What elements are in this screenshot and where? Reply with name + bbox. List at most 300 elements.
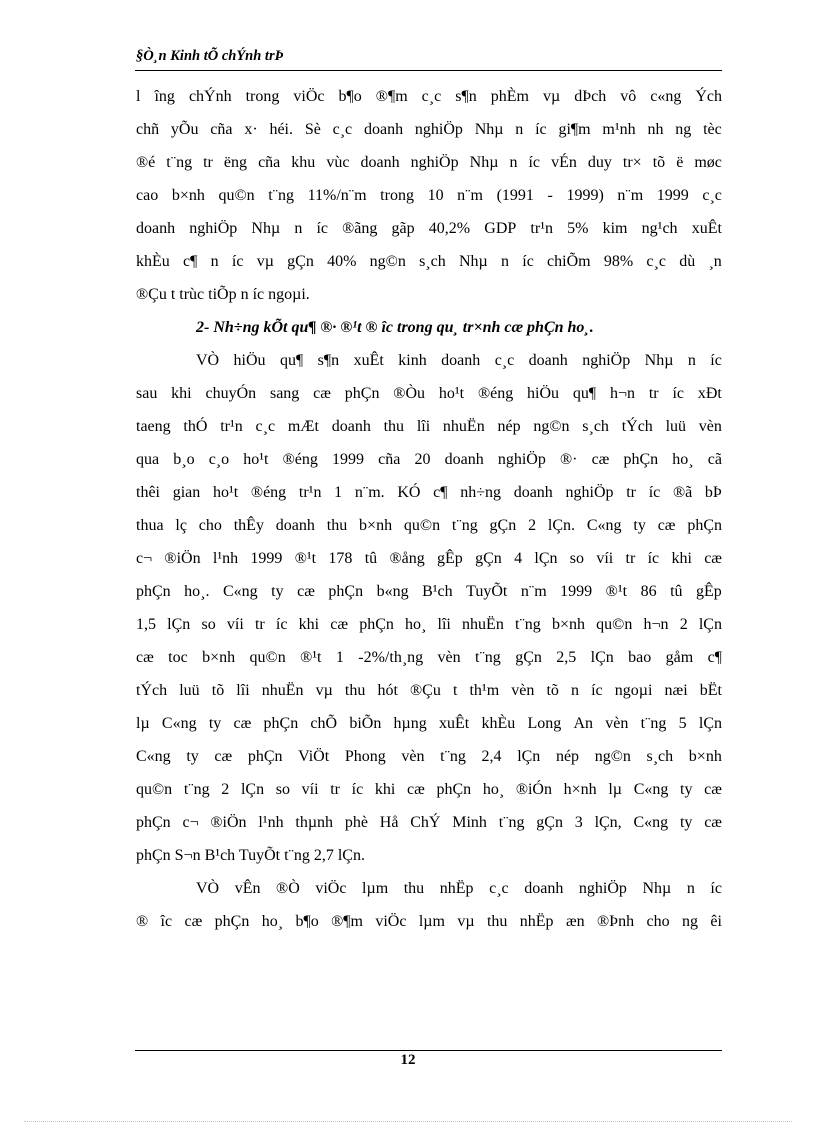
word: doanh <box>136 220 176 237</box>
word: vµ <box>457 913 475 930</box>
word: t¨ng <box>268 187 294 204</box>
word: dù <box>679 253 696 270</box>
word: cña <box>210 121 233 138</box>
word: doanh <box>444 451 484 468</box>
word: nghiÖp <box>189 220 238 237</box>
word: thêi <box>136 484 160 501</box>
word: 11%/n¨m <box>307 187 367 204</box>
word: ty <box>186 748 199 765</box>
word: m¹nh <box>602 121 636 138</box>
word: viÖc <box>315 880 347 897</box>
word: n¨m. <box>354 484 385 501</box>
word: Phong <box>344 748 386 765</box>
word: qu©n <box>403 517 441 534</box>
word: B¹ch <box>422 583 453 600</box>
word: phÇn <box>328 583 364 600</box>
word: l <box>136 88 141 105</box>
word: cao <box>136 187 159 204</box>
word: gãp <box>391 220 415 237</box>
paragraph-line <box>136 773 722 806</box>
word: h¬n <box>609 385 636 402</box>
word: ho¹t <box>243 451 269 468</box>
word: vµ <box>315 682 333 699</box>
word: nghiÖp <box>565 484 614 501</box>
word: ®¹t <box>294 550 317 567</box>
word: nghiÖp <box>497 451 546 468</box>
word: lÇn <box>590 649 614 666</box>
word: mÆt <box>287 418 319 435</box>
word: so <box>201 616 216 633</box>
word: lÇn, <box>594 814 622 831</box>
word: cæ <box>704 781 722 798</box>
paragraph-line <box>136 575 722 608</box>
word: n <box>501 253 509 270</box>
word: nhËp <box>519 913 554 930</box>
word: toc <box>168 649 188 666</box>
word: phè <box>344 814 368 831</box>
word: tr <box>254 616 265 633</box>
word: lç <box>175 517 187 534</box>
body-text <box>136 80 722 938</box>
word: ®Òu <box>393 385 425 402</box>
word: ty <box>208 715 222 732</box>
word: taeng <box>136 418 171 435</box>
word: ty <box>680 781 693 798</box>
word: C«ng <box>223 583 258 600</box>
paragraph-line <box>136 608 722 641</box>
word: cho <box>646 913 670 930</box>
word: h¬n <box>643 616 669 633</box>
paragraph-line <box>136 344 722 377</box>
word: víi <box>301 781 319 798</box>
word: t¨ng <box>475 649 501 666</box>
word: 2,5 <box>556 649 577 666</box>
word: n¨m <box>617 187 644 204</box>
word: lµm <box>418 913 445 930</box>
word: ®Ò <box>276 880 300 897</box>
word: lîi <box>236 682 250 699</box>
word: næi <box>664 682 688 699</box>
word: t¨ng <box>166 154 193 171</box>
word: cã <box>707 451 722 468</box>
word: bÞ <box>704 484 722 501</box>
word: îng <box>154 88 175 105</box>
word: n <box>515 121 524 138</box>
word: b«ng <box>376 583 409 600</box>
word: n <box>294 220 303 237</box>
word: ng <box>681 913 698 930</box>
word: c«ng <box>650 88 682 105</box>
word: c¬ <box>182 814 199 831</box>
word: b¶o <box>295 913 319 930</box>
word: chñ <box>136 121 160 138</box>
word: ¸n <box>708 253 722 270</box>
word: t <box>452 682 458 699</box>
word: tr <box>330 781 340 798</box>
word: kim <box>602 220 628 237</box>
word: C«ng <box>586 517 622 534</box>
word: íc <box>591 682 603 699</box>
word: qu©n <box>596 616 633 633</box>
word: phÇn <box>214 913 250 930</box>
paragraph-line <box>136 476 722 509</box>
word: tr¹n <box>530 220 553 237</box>
word: Ých <box>695 88 722 105</box>
word: Nhµ <box>469 154 499 171</box>
word: n <box>210 253 219 270</box>
word: h×nh <box>563 781 597 798</box>
word: héi. <box>269 121 293 138</box>
word: tr <box>625 550 636 567</box>
word: ho¸ <box>482 781 505 798</box>
word: lîi <box>416 418 431 435</box>
word: C«ng <box>136 748 171 765</box>
word: b¶o <box>338 88 362 105</box>
word: vµ <box>542 88 561 105</box>
word: bao <box>628 649 652 666</box>
paragraph-line <box>136 872 722 905</box>
paragraph-line <box>136 641 722 674</box>
word: vùc <box>326 154 350 171</box>
word: s¸ch <box>582 418 609 435</box>
word: tr× <box>622 154 642 171</box>
word: - <box>547 187 553 204</box>
word: sang <box>269 385 300 402</box>
word: c¸o <box>208 451 230 468</box>
word: 10 <box>427 187 444 204</box>
word: 2 <box>528 517 537 534</box>
word: íc <box>672 385 685 402</box>
word: thu <box>326 517 348 534</box>
word: ho¸ <box>672 451 694 468</box>
word: cña <box>258 154 281 171</box>
word: ty <box>679 814 693 831</box>
word: vèn <box>511 682 535 699</box>
word: khu <box>291 154 316 171</box>
word: gåm <box>665 649 694 666</box>
word: Long <box>527 715 562 732</box>
word: ëng <box>223 154 248 171</box>
word: ho¸ <box>405 616 427 633</box>
word: An <box>573 715 594 732</box>
word: thu <box>403 880 425 897</box>
word: ng <box>675 121 692 138</box>
word: gi¶m <box>558 121 591 138</box>
word: biÕn <box>349 715 382 732</box>
header-divider <box>135 70 722 71</box>
paragraph-line <box>136 905 722 938</box>
word: chÝnh <box>188 88 232 105</box>
word: tèc <box>703 121 722 138</box>
word: ®ã <box>672 484 693 501</box>
word: ® <box>136 913 149 930</box>
word: Nhµ <box>458 253 488 270</box>
word: c¶ <box>433 484 448 501</box>
word: ë <box>676 154 684 171</box>
word: qua <box>136 451 160 468</box>
word: ®ãng <box>342 220 378 237</box>
word: hót <box>377 682 398 699</box>
word: 178 <box>328 550 353 567</box>
word: doanh <box>363 121 404 138</box>
word: cæ <box>136 649 154 666</box>
word: nghiÖp <box>410 154 459 171</box>
word: b×nh <box>359 517 393 534</box>
word: ng©n <box>594 748 631 765</box>
paragraph-line: phÇn S¬n B¹ch TuyÕt t¨ng 2,7 lÇn. <box>136 847 365 864</box>
word: ®ång <box>389 550 425 567</box>
word: x· <box>244 121 258 138</box>
word: khi <box>374 781 396 798</box>
word: Hå <box>379 814 399 831</box>
word: gian <box>172 484 201 501</box>
word: íc <box>522 253 534 270</box>
paragraph-line <box>136 410 722 443</box>
word: phÇn <box>344 385 380 402</box>
word: 1 <box>334 484 343 501</box>
word: chuyÓn <box>205 385 257 402</box>
word: s¸ch <box>419 253 446 270</box>
word: 1999) <box>566 187 604 204</box>
word: cæ <box>297 583 315 600</box>
word: cho <box>198 517 222 534</box>
word: gÊp <box>437 550 463 567</box>
paragraph-line <box>136 212 722 245</box>
word: phÈm <box>490 88 529 105</box>
word: 5% <box>567 220 589 237</box>
word: phÇn <box>687 517 722 534</box>
word: 3 <box>574 814 583 831</box>
word: luü <box>179 682 200 699</box>
word: th¹m <box>469 682 500 699</box>
word: c¶ <box>183 253 198 270</box>
word: cæ <box>214 748 233 765</box>
word: thµnh <box>295 814 334 831</box>
word: îc <box>160 913 173 930</box>
word: nghiÖp <box>578 880 627 897</box>
word: lÇn <box>698 616 722 633</box>
paragraph-line <box>136 542 722 575</box>
paragraph-line <box>136 146 722 179</box>
word: ho¹t <box>212 484 239 501</box>
word: doanh <box>513 484 553 501</box>
word: gÊp <box>696 583 722 600</box>
word: doanh <box>528 352 568 369</box>
word: n <box>687 352 696 369</box>
word: l¹nh <box>212 550 239 567</box>
word: 1 <box>335 649 344 666</box>
word: 5 <box>678 715 687 732</box>
word: ViÖt <box>298 748 330 765</box>
word: xÐt <box>697 385 722 402</box>
word: vÉn <box>551 154 577 171</box>
word: ngoµi <box>614 682 653 699</box>
paragraph-line <box>136 806 722 839</box>
word: tÝch <box>136 682 168 699</box>
paragraph-line <box>136 674 722 707</box>
word: n <box>509 154 518 171</box>
word: 98% <box>603 253 634 270</box>
word: c¸c <box>255 418 276 435</box>
word: tr <box>626 484 636 501</box>
word: 2 <box>679 616 688 633</box>
word: íc <box>275 616 288 633</box>
word: cæ <box>407 781 425 798</box>
word: ®éng <box>477 385 514 402</box>
word: gÇn <box>287 253 314 270</box>
word: víi <box>226 616 244 633</box>
word: íc <box>528 154 541 171</box>
word: ®¶m <box>375 88 408 105</box>
word: vèn <box>401 748 425 765</box>
word: 1999 <box>656 187 689 204</box>
word: ®iÓn <box>515 781 552 798</box>
word: 2,4 <box>481 748 502 765</box>
word: t¨ng <box>498 814 525 831</box>
word: lÇn <box>167 616 191 633</box>
word: c¶ <box>707 649 722 666</box>
word: b×nh <box>171 187 205 204</box>
word: trong <box>245 88 280 105</box>
word: íc <box>231 253 244 270</box>
word: qu¶ <box>572 385 597 402</box>
word: qu¶ <box>279 352 304 369</box>
word: c¸c <box>494 352 515 369</box>
word: lµm <box>362 880 389 897</box>
word: ho¹t <box>438 385 465 402</box>
word: Nhµ <box>474 121 504 138</box>
word: ng©n <box>533 418 570 435</box>
word: ho¸ <box>261 913 284 930</box>
word: nh <box>647 121 664 138</box>
word: c¸c <box>489 880 509 897</box>
word: nh÷ng <box>460 484 501 501</box>
word: sau <box>136 385 158 402</box>
word: t¨ng <box>183 781 210 798</box>
word: Sè <box>304 121 321 138</box>
word: nhËp <box>439 880 474 897</box>
word: thÊy <box>233 517 264 534</box>
word: s¶n <box>317 352 340 369</box>
word: doanh <box>524 880 564 897</box>
word: thu <box>383 418 405 435</box>
word: chiÕm <box>547 253 591 270</box>
word: hiÖu <box>233 352 266 369</box>
word: nép <box>497 418 521 435</box>
word: vèn <box>605 715 629 732</box>
word: 1,5 <box>136 616 156 633</box>
page-header-title: §Ò¸n Kinh tÕ chÝnh trÞ <box>136 48 284 64</box>
word: n <box>686 880 695 897</box>
word: Nhµ <box>251 220 281 237</box>
word: s¶n <box>455 88 477 105</box>
word: KÓ <box>397 484 421 501</box>
word: tr <box>648 385 659 402</box>
word: íc <box>710 880 722 897</box>
word: thu <box>344 682 366 699</box>
word: 40,2% <box>428 220 471 237</box>
word: xuÊt <box>439 715 470 732</box>
word: 1999 <box>560 583 593 600</box>
word: duy <box>587 154 612 171</box>
word: qu©n <box>136 781 173 798</box>
word: phÇn <box>436 781 472 798</box>
word: tõ <box>211 682 225 699</box>
word: phÇn <box>263 715 299 732</box>
word: 40% <box>327 253 357 270</box>
word: tõ <box>652 154 666 171</box>
word: ®¶m <box>331 913 363 930</box>
word: xuÊt <box>353 352 384 369</box>
word: íc <box>316 220 328 237</box>
word: lÇn <box>240 781 265 798</box>
word: 1999 <box>250 550 283 567</box>
word: nhuËn <box>442 418 485 435</box>
word: 2 <box>221 781 230 798</box>
word: TuyÕt <box>466 583 508 600</box>
word: 86 <box>640 583 657 600</box>
word: c¸c <box>646 253 666 270</box>
word: lÇn <box>534 550 558 567</box>
word: ®Þnh <box>597 913 635 930</box>
word: nghiÖp <box>414 121 463 138</box>
paragraph-line: ®Çu t trùc tiÕp n íc ngoµi. <box>136 286 310 303</box>
word: møc <box>694 154 722 171</box>
word: t¨ng <box>515 616 541 633</box>
word: VÒ <box>196 352 220 369</box>
word: cæ <box>657 517 676 534</box>
word: tÝch <box>621 418 653 435</box>
paragraph-line <box>136 509 722 542</box>
word: C«ng <box>161 715 197 732</box>
word: viÖc <box>293 88 325 105</box>
word: khi <box>298 616 320 633</box>
word: doanh <box>360 154 400 171</box>
word: cæ <box>704 814 722 831</box>
word: nghiÖp <box>582 352 631 369</box>
word: nhuËn <box>462 616 504 633</box>
word: doanh <box>331 418 371 435</box>
word: qu©n <box>249 649 286 666</box>
word: cæ <box>313 385 331 402</box>
paragraph-line <box>136 245 722 278</box>
word: b×nh <box>202 649 236 666</box>
footer-divider <box>135 1050 722 1051</box>
word: íc <box>647 550 660 567</box>
word: ®éng <box>282 451 318 468</box>
word: viÖc <box>375 913 407 930</box>
page-number: 12 <box>400 1052 416 1068</box>
paragraph-line <box>136 113 722 146</box>
word: ®iÖn <box>210 814 247 831</box>
word: ChÝ <box>410 814 441 831</box>
word: lîi <box>437 616 451 633</box>
word: doanh <box>441 352 481 369</box>
word: b¸o <box>173 451 195 468</box>
word: n¨m <box>520 583 547 600</box>
word: Nhµ <box>642 880 672 897</box>
word: lÇn <box>517 748 541 765</box>
word: 1999 <box>332 451 365 468</box>
word: so <box>275 781 290 798</box>
word: khÈu <box>136 253 170 270</box>
word: n¨m <box>457 187 483 204</box>
word: s¸ch <box>646 748 674 765</box>
word: ®¹t <box>605 583 628 600</box>
word: thu <box>486 913 508 930</box>
word: ®é <box>136 154 156 171</box>
word: c¸c <box>332 121 353 138</box>
